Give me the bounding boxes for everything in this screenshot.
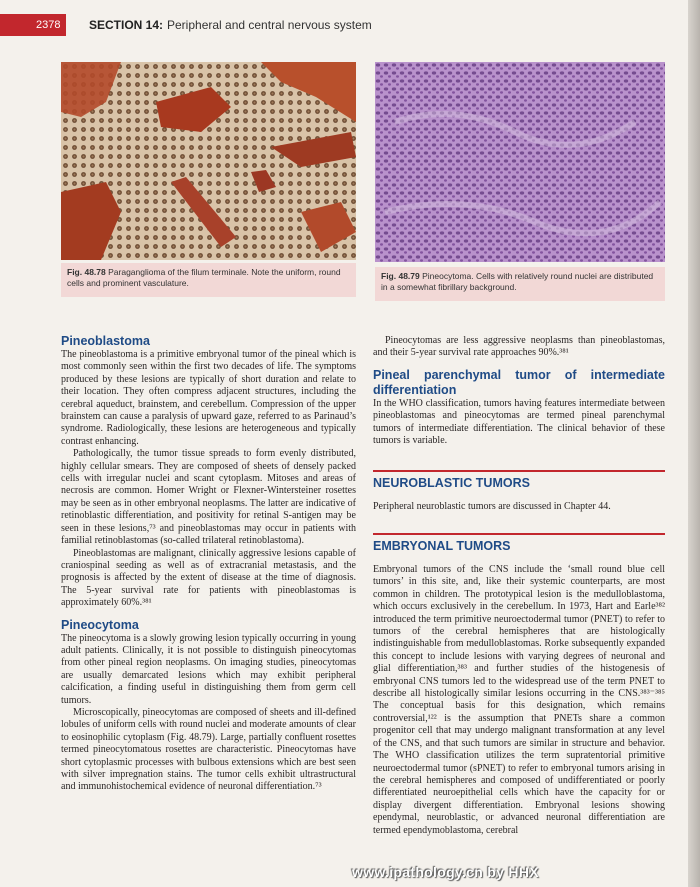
pineoblastoma-paragraph-3: Pineoblastomas are malignant, clinically aggressive lesions capable of craniospinal seeding as well as of extracranial metastasis, and the prognosis is affected by the extent of disease at the time of diagnosis. The 5-year survival rate for patients with pineoblastomas is approximately 60%.³⁸¹ [61,547,356,609]
figure-48-78-caption [61,263,356,297]
embryonal-section [373,564,665,837]
intermediate-differentiation-paragraph: In the WHO classification, tumors having features intermediate between pineoblastomas and pineocytomas are termed pineal parenchymal tumors of intermediate differentiation. The clinical behavior of these tumors is variable. [373,397,665,447]
pineoblastoma-heading: Pineoblastoma [61,334,150,348]
figure-48-78-label: Fig. 48.78 [67,267,106,277]
neuroblastic-paragraph: Peripheral neuroblastic tumors are discussed in Chapter 44. [373,501,611,512]
pineoblastoma-paragraph-1: The pineoblastoma is a primitive embryonal tumor of the pineal which is most commonly seen within the first two decades of life. The symptoms produced by these lesions are typically of short duration and relate to their location. They often compress adjacent structures, including the cerebral aqueduct, brainstem, and cerebellum. Compression of the upper brainstem can cause a paralysis of upward gaze, referred to as Parinaud’s syndrome. Radiologically, these lesions are heterogeneous and typically contrast enhancing. [61,349,356,447]
figure-48-79-image [375,62,665,262]
figure-48-78-text: Paraganglioma of the filum terminale. Note the uniform, round cells and prominent vasculature. [67,267,341,288]
watermark: www.ipathology.cn by HHX [352,864,539,880]
figure-48-79-caption [375,267,665,301]
embryonal-rule [373,533,665,535]
right-column-top [373,335,665,447]
figure-48-79-text: Pineocytoma. Cells with relatively round nuclei are distributed in a somewhat fibrillary background. [381,271,654,292]
embryonal-heading: EMBRYONAL TUMORS [373,539,511,553]
figure-48-79-label: Fig. 48.79 [381,271,420,281]
embryonal-paragraph: Embryonal tumors of the CNS include the ‘small round blue cell tumors’ in this site, and, like their systemic counterparts, are most common in children. The prototypical lesion is the medulloblastoma, which occurs exclusively in the cerebellum. In 1973, Hart and Earle³⁸² introduced the term primitive neuroectodermal tumor (PNET) to refer to tumors of the cerebral hemispheres that are histologically indistinguishable from medulloblastomas. Rorke subsequently expanded this concept to include lesions with varying degrees of neuronal and glial differentiation,³⁸³ and further studies of the histogenesis of embryonal CNS tumors led to the widespread use of the term PNET to describe all histologically similar lesions occurring in the CNS.³⁸³⁻³⁸⁵ The conceptual basis for this designation, which remains controversial,¹²² is the assumption that PNETs share a common progenitor cell that may undergo malignant transformation at any level of the CNS, and that such tumors are similar in structure and behavior. The WHO classification utilizes the term supratentorial primitive neuroectodermal tumor (sPNET) to refer to embryonal tumors arising in the cerebral hemispheres and composed of undifferentiated or poorly differentiated neuroepithelial cells which have the capacity for or display divergent differentiation. Embryonal lesions showing ependymal, neuroblastic, or advanced neuronal differentiation are termed ependymoblastoma, cerebral [373,564,665,836]
section-title: Peripheral and central nervous system [167,18,372,32]
left-column [61,334,356,794]
pineoblastoma-paragraph-2: Pathologically, the tumor tissue spreads to form evenly distributed, highly cellular smears. They are composed of sheets of densely packed cells with irregular nuclei and scant cytoplasm. Mitoses and areas of necrosis are common. Homer Wright or Flexner-Wintersteiner rosettes may be seen as in other embryonal neoplasms. The latter are indicative of retinoblastic differentiation, and positivity for retinal S-antigen may be seen in these lesions,⁷³ and pineoblastomas may occur in patients with familial retinoblastomas (so-called trilateral retinoblastoma). [61,448,356,547]
pineocytoma-paragraph-1: The pineocytoma is a slowly growing lesion typically occurring in young adult patients. Clinically, it is not possible to distinguish pineocytomas from other pineal region neoplasms. On imaging studies, pineocytomas are usually demarcated lesions which may exhibit peripheral calcification, a finding useful in distinguishing them from germ cell tumors. [61,632,356,706]
intermediate-differentiation-heading: Pineal parenchymal tumor of intermediate differentiation [373,367,665,397]
running-header [0,14,688,36]
section-label: SECTION 14: [89,18,164,32]
neuroblastic-rule [373,470,665,472]
pineocytoma-paragraph-2: Microscopically, pineocytomas are composed of sheets and ill-defined lobules of uniform cells with round nuclei and moderate amounts of clear to eosinophilic cytoplasm (Fig. 48.79). Large, partially confluent rosettes termed pineocytomatous rosettes are characteristic. Pineocytomas have short cytoplasmic processes with bulbous extensions which are best seen with silver impregnation stains. The tumor cells exhibit ultrastructural and immunohistochemical evidence of neuronal differentiation.⁷³ [61,706,356,793]
page-spine [688,0,700,887]
neuroblastic-section [373,501,665,513]
page-number: 2378 [0,14,66,36]
pineocytoma-prognosis-paragraph: Pineocytomas are less aggressive neoplasms than pineoblastomas, and their 5-year survival rate approaches 90%.³⁸¹ [373,335,665,359]
neuroblastic-heading: NEUROBLASTIC TUMORS [373,476,530,490]
pineocytoma-heading: Pineocytoma [61,617,139,632]
figure-48-78-image [61,62,356,260]
